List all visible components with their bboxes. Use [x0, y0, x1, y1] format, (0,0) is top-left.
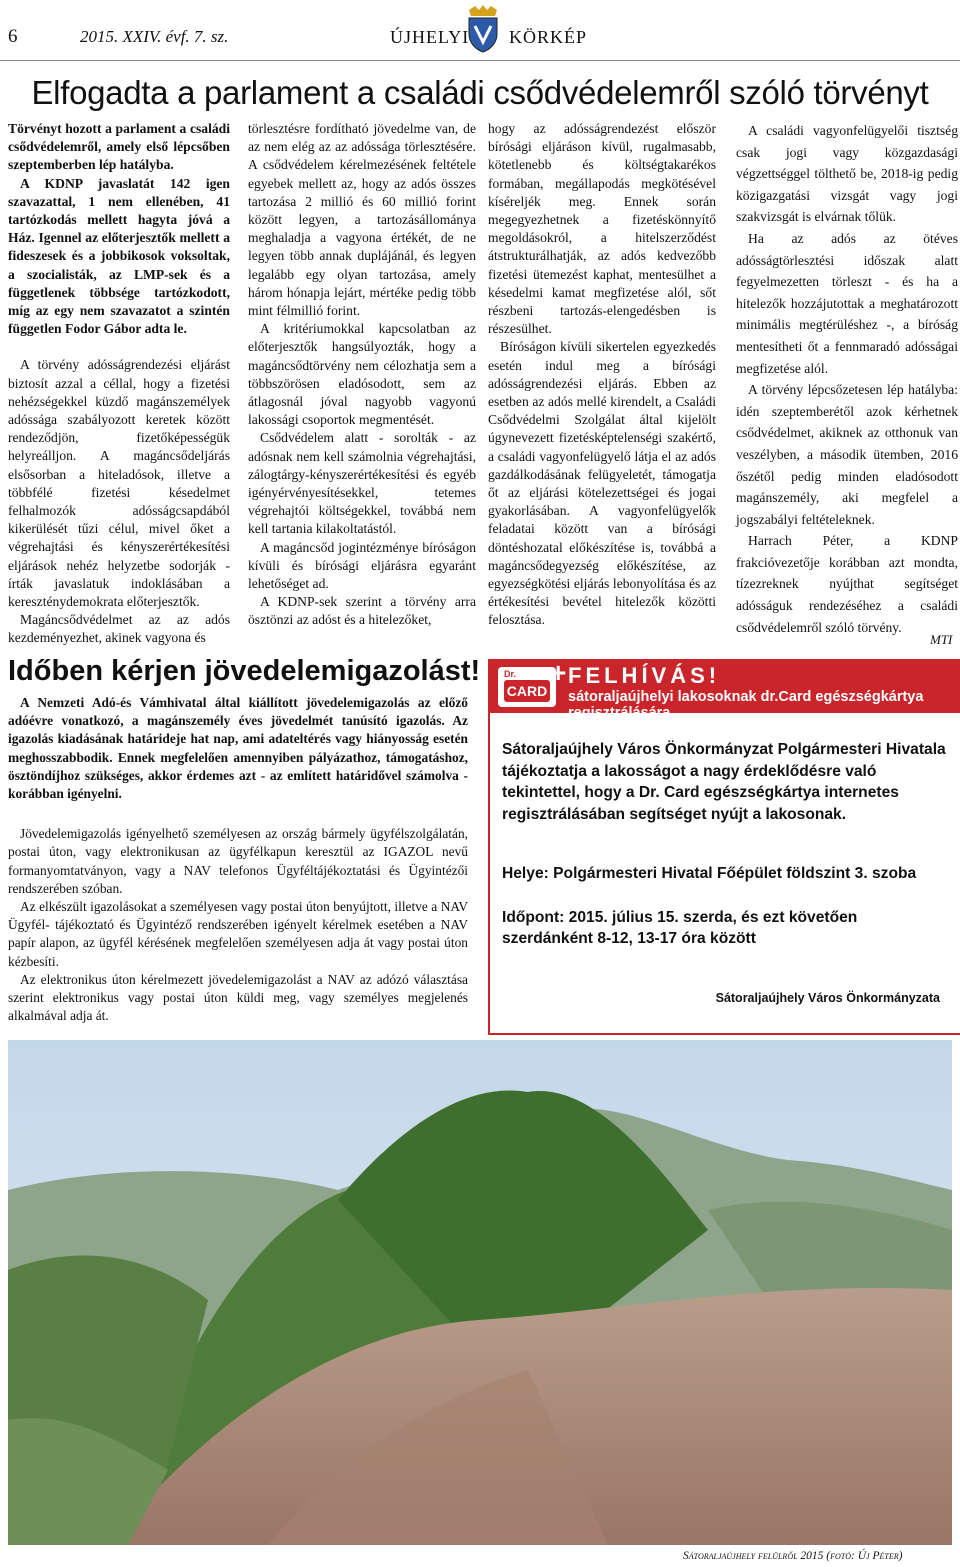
article-paragraph: Bíróságon kívüli sikertelen egyezkedés esetén indul meg a bírósági adósságrendezési eljárás. Ebben az esetben az adós mellé kirendelt, a Családi Csődvédelmi Szolgálat által kijelölt úgynevezett fizetésképtelenségi szakértő, a családi vagyonfelügyelő látja el az adós gazdálkodásának felügyeletét, támogatja őt az eljárási kötelezettségei és jogai gyakorlásában. A vagyonfelügyelők feladatai között van a bírósági döntéshozatal előkészítése is, továbbá a magáncsődegyezség előkészítése, az egyezségkötési eljárás lebonyolítása és az értékesítési bevétel hitelezők közötti felosztása.: [488, 339, 716, 628]
article-paragraph: A magáncsőd jogintézménye bíróságon kívüli és bírósági eljárásra egyaránt lehetőséget ad.: [248, 539, 476, 592]
article-paragraph: törlesztésre fordítható jövedelme van, de az nem elég az az adóssága törlesztésére. A csődvédelem kérelmezésének feltétele egyebek mellett az, hogy az adós összes tartozása 2 millió és 60 millió forint között legyen, a tartozásállománya meghaladja a vagyona értékét, de ne legyen több annak duplájánál, és legyen legalább egy olyan tartozása, amely három hónapja lejárt, mértéke pedig több mint félmillió forint.: [248, 121, 476, 319]
logo-dr-text: Dr.: [504, 669, 517, 679]
article-paragraph: hogy az adósságrendezést először bírósági eljáráson kívül, rugalmasabb, kötetlenebb és költségtakarékos formában, megállapodás megkötésével kíséreljék meg. Ennek során megegyezhetnek a fizetéskönnyítő megoldásokról, a hitelszerződést átstrukturálhatják, az adós kedvezőbb fizetési ütemezést kaphat, mentesülhet a késedelmi kamat megfizetése alól, sőt részbeni tartozás-elengedésben is részesülhet.: [488, 121, 716, 337]
masthead-left: ÚJHELYI: [390, 27, 470, 47]
article-paragraph: Ha az adós az ötéves adósságtörlesztési időszak alatt fegyelmezetten törleszt - és ha a hitelezők hozzájutottak a meghatározott minimális megtérüléshez -, a bíróság mentesítheti őt a fennmaradó adósságai megfizetése alól.: [736, 230, 958, 376]
article-paragraph: Csődvédelem alatt - sorolták - az adósnak nem kell számolnia végrehajtási, zálogtárgy-kényszerértékesítési és egyéb igényérvényesítésekkel, tetemes végrehajtói költségekkel, továbbá nem kell tartania kilakoltatástól.: [248, 430, 476, 537]
article-paragraph: A törvény adósságrendezési eljárást biztosít azzal a céllal, hogy a fizetési nehézségekkel küzdő magánszemélyek adóssága szabályozott keretek között rendeződjön, fizetőképességük helyreálljon. A magáncsődeljárás elsősorban a hiteladósok, illetve a többfélé fizetési késedelmet felhalmozók adósságcsapdából kikerülését tűzi célul, mivel őket a végrehajtási és kényszerértékesítési eljárások nehéz helyzetbe sodorják - írták javaslatuk indoklásában a kereszténydemokrata előterjesztők.: [8, 357, 230, 610]
coat-of-arms-icon: [463, 4, 503, 54]
notice-paragraph: Jövedelemigazolás igényelhető személyesen az ország bármely ügyfélszolgálatán, postai úton, vagy elektronikusan az ügyfélkapun keresztül az IGAZOL nevű formanyomtatványon, vagy a NAV telefonos Ügyféltájékoztatási és Ügyintézői rendszerében szóban.: [8, 826, 468, 896]
header-rule: [0, 60, 960, 61]
plus-icon: +: [550, 657, 567, 688]
article-paragraph: A családi vagyonfelügyelői tisztség csak jogi vagy közgazdasági végzettséggel tölthető be, 2018-ig pedig közigazgatási vizsgát vagy jogi szakvizsgát is elvárnak tőlük.: [736, 123, 958, 225]
page-number: 6: [8, 26, 18, 47]
ad-title: FELHÍVÁS!: [568, 663, 721, 688]
article-column-2: [248, 120, 476, 630]
article-lead-1: Törvényt hozott a parlament a családi csődvédelemről, amely első lépcsőben szeptemberben lép hatályba.: [8, 121, 230, 173]
ad-signature: Sátoraljaújhely Város Önkormányzata: [715, 991, 940, 1005]
article-column-1: [8, 120, 230, 648]
drcard-logo: [498, 667, 556, 707]
ad-text: Sátoraljaújhely Város Önkormányzat Polgármesteri Hivatala tájékoztatja a lakosságot a nagy érdeklődésre való tekintettel, hogy a Dr. Card egészségkártya internetes regisztrálásában segítséget nyújt a lakosonak.: [502, 741, 946, 823]
article-paragraph: Harrach Péter, a KDNP frakcióvezetője korábban azt mondta, tízezreknek nyújthat segítséget adósságuk rendezéséhez a családi csődvédelemről szóló törvény.: [736, 533, 958, 635]
issue-label: 2015. XXIV. évf. 7. sz.: [80, 27, 229, 46]
article-column-3: [488, 120, 716, 630]
photo-caption: Sátoraljaújhely felülről 2015 (fotó: Új Péter): [683, 1550, 903, 1562]
article-paragraph: A törvény lépcsőzetesen lép hatályba: idén szeptemberétől azok kérhetnek csődvédelmet, akiknek az otthonuk van veszélyben, a második ütemben, 2016 őszétől pedig minden eladósodott magánszemély, aki megfelel a jogszabályi feltételeknek.: [736, 382, 958, 527]
masthead-right: KÖRKÉP: [509, 27, 588, 47]
ad-place: Helye: Polgármesteri Hivatal Főépület földszint 3. szoba: [502, 865, 917, 882]
article-lead-2: A KDNP javaslatát 142 igen szavazattal, 1 nem ellenében, 41 tartózkodás mellett hagyta jóvá a Ház. Igennel az előterjesztők mellett a fideszesek és a jobbikosok voksoltak, a szocialisták, az LMP-sek és a függetlenek többsége tartózkodott, míg az egy nem szavazatot a szintén független Fodor Gábor adta le.: [8, 175, 230, 337]
article-source: MTI: [930, 632, 953, 647]
article-paragraph: A KDNP-sek szerint a törvény arra ösztönzi az adóst és a hitelezőket,: [248, 594, 476, 628]
notice-body: [8, 694, 468, 1025]
ad-time: Időpont: 2015. július 15. szerda, és ezt követően szerdánként 8-12, 13-17 óra között: [502, 909, 858, 947]
notice-paragraph: Az elkészült igazolásokat a személyesen vagy postai úton benyújtott, illetve a NAV Ügyfél- tájékoztató és Ügyintéző rendszerében igényelt kérelmek esetében a NAV papír alapon, az ügyfél kérésének megfelelően személyesen adja át vagy postai úton kézbesíti.: [8, 899, 468, 969]
notice-headline: Időben kérjen jövedelemigazolást!: [8, 655, 481, 687]
ad-subtitle: sátoraljaújhelyi lakosoknak dr.Card egészségkártya regisztrálására: [568, 689, 924, 721]
drcard-advertisement: [488, 659, 960, 1035]
article-headline: Elfogadta a parlament a családi csődvédelemről szóló törvényt: [31, 74, 929, 111]
ad-banner: [490, 657, 960, 721]
article-paragraph: A kritériumokkal kapcsolatban az előterjesztők hangsúlyozták, hogy a magáncsődtörvény nem célozhatja sem a többszörösen eladósodott, sem az átlagosnál jóval nagyobb vagyonú lakossági csoportok megmentését.: [248, 321, 476, 428]
logo-card-text: CARD: [504, 680, 550, 702]
article-column-4: [736, 120, 958, 638]
article-paragraph: Magáncsődvédelmet az az adós kezdeményezhet, akinek vagyona és: [8, 612, 230, 646]
notice-lead: A Nemzeti Adó-és Vámhivatal által kiállított jövedelemigazolás az előző adóévre vonatkozó, a magánszemély éves jövedelmét tanúsító igazolás. Az igazolás kiadásának határideje hat nap, ami adateltérés vagy hiányosság esetén meghosszabbodik. Ennek megfelelően amennyiben pályázathoz, támogatáshoz, ösztöndíjhoz szükséges, akkor érdemes azt - az említett határidővel számolva - korábban igényelni.: [8, 695, 468, 802]
aerial-town-photo: [8, 1040, 952, 1545]
notice-paragraph: Az elektronikus úton kérelmezett jövedelemigazolást a NAV az adózó választása szerint elektronikus vagy postai úton küldi meg, vagy személyes megjelenés alkalmával adja át.: [8, 971, 468, 1024]
